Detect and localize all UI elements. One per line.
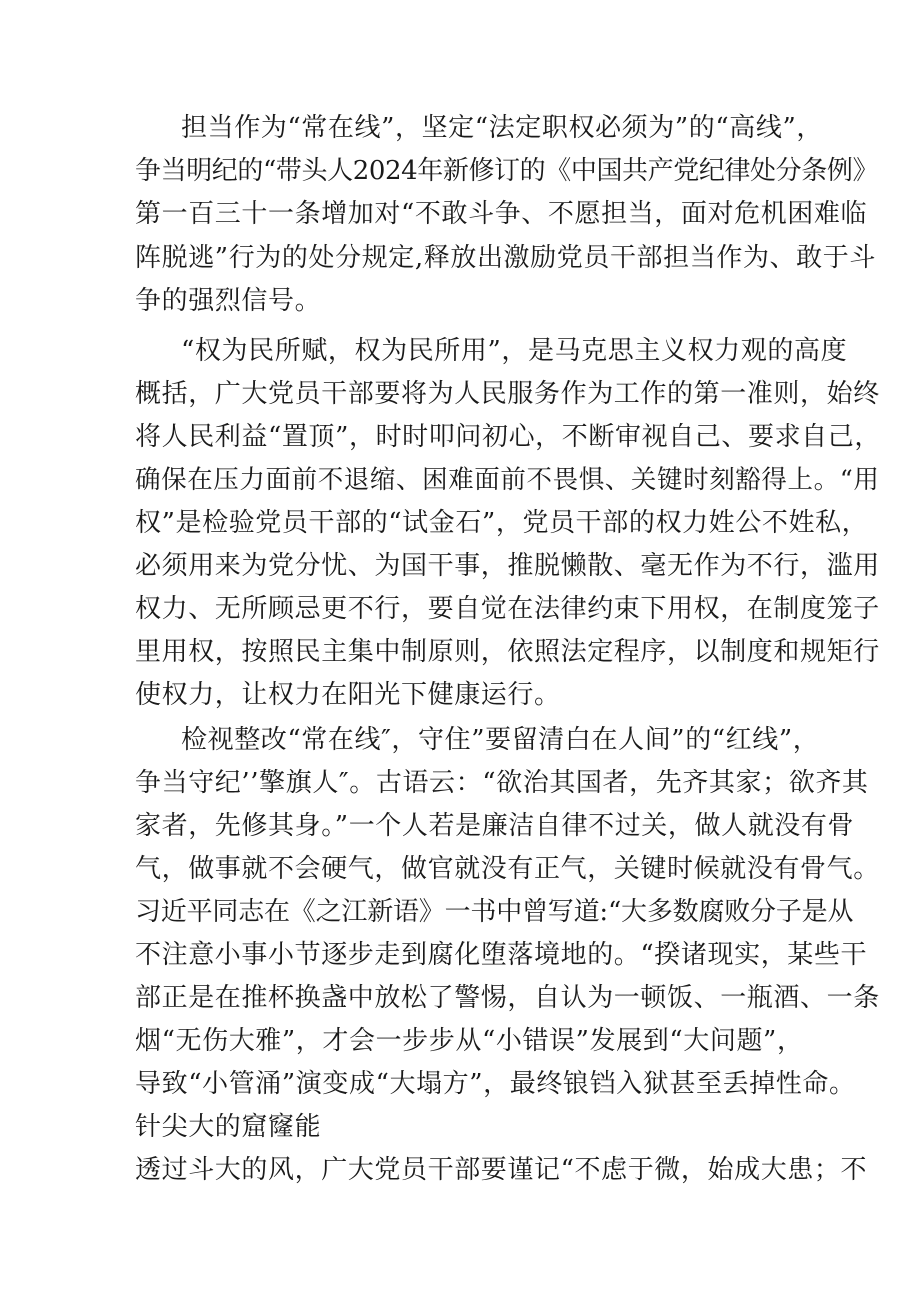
text-line: 使权力，让权力在阳光下健康运行。 (135, 680, 561, 710)
text-line: 家者，先修其身。”一个人若是廉洁自律不过关，做人就没有骨 (135, 811, 855, 841)
text-line: 烟“无伤大雅”，才会一步步从“小错误”发展到“大问题”， (135, 1026, 804, 1056)
text-line: 透过斗大的风，广大党员干部要谨记“不虑于微，始成大患；不 (135, 1155, 868, 1185)
text-line: 针尖大的窟窿能 (135, 1112, 322, 1142)
text-line: 争的强烈信号。 (135, 286, 322, 316)
text-line: “权为民所赋，权为民所用”，是马克思主义权力观的高度 (181, 336, 848, 366)
text-line: 阵脱逃”行为的处分规定,释放出激励党员干部担当作为、敢于斗 (135, 243, 876, 273)
text-line: 争当明纪的“带头人2024年新修订的《中国共产党纪律处分条例》 (135, 156, 879, 186)
text-line: 担当作为“常在线”，坚定“法定职权必须为”的“高线”， (181, 113, 823, 143)
text-line: 部正是在推杯换盏中放松了警惕，自认为一顿饭、一瓶酒、一条 (135, 983, 880, 1013)
text-line: 必须用来为党分忧、为国干事，推脱懒散、毫无作为不行，滥用 (135, 551, 880, 581)
text-line: 不注意小事小节逐步走到腐化堕落境地的。“揆诸现实，某些干 (135, 940, 868, 970)
text-line: 第一百三十一条增加对“不敢斗争、不愿担当，面对危机困难临 (135, 199, 868, 229)
text-line: 导致“小管涌”演变成“大塌方”，最终锒铛入狱甚至丢掉性命。 (135, 1069, 856, 1099)
text-line: 里用权，按照民主集中制原则，依照法定程序，以制度和规矩行 (135, 637, 880, 667)
text-line: 概括，广大党员干部要将为人民服务作为工作的第一准则，始终 (135, 379, 880, 409)
text-line: 权力、无所顾忌更不行，要自觉在法律约束下用权，在制度笼子 (135, 594, 880, 624)
text-line: 争当守纪’’擎旗人″。古语云：“欲治其国者，先齐其家；欲齐其 (135, 768, 869, 798)
text-line: 确保在压力面前不退缩、困难面前不畏惧、关键时刻豁得上。“用 (135, 465, 880, 495)
text-line: 气，做事就不会硬气，做官就没有正气，关键时候就没有骨气。 (135, 854, 880, 884)
text-line: 习近平同志在《之江新语》一书中曾写道:“大多数腐败分子是从 (135, 897, 854, 927)
text-line: 检视整改“常在线″，守住”要留清白在人间”的“红线”， (181, 725, 820, 755)
text-line: 权”是检验党员干部的“试金石”，党员干部的权力姓公不姓私， (135, 508, 869, 538)
text-line: 将人民利益“置顶”，时时叩问初心，不断审视自己、要求自己， (135, 422, 881, 452)
